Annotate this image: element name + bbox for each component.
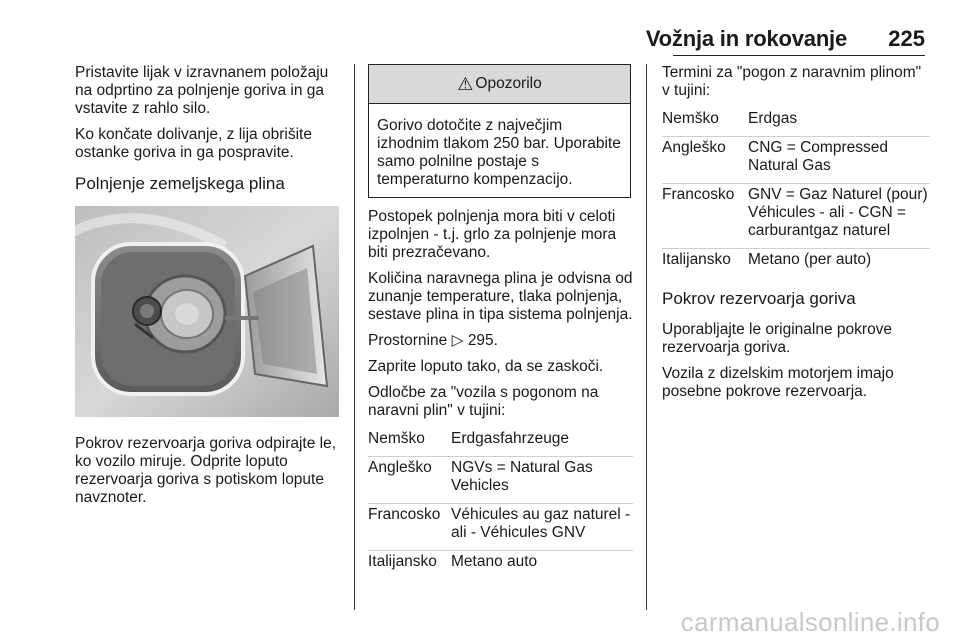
paragraph: Uporabljajte le originalne pokrove rezervoarja goriva. <box>662 321 893 356</box>
page-header <box>600 26 925 56</box>
paragraph-text: Prostornine <box>368 332 452 349</box>
column-1 <box>75 64 343 515</box>
language-cell: Angleško <box>662 137 748 184</box>
warning-triangle-icon: ⚠ <box>457 74 474 94</box>
page-number: 225 <box>888 26 925 51</box>
language-cell: Angleško <box>368 457 451 504</box>
table-row <box>368 457 633 504</box>
term-cell: GNV = Gaz Naturel (pour) Véhicules - ali - CGN = carburantgaz naturel <box>748 184 930 249</box>
column-3 <box>662 64 930 409</box>
language-cell: Francosko <box>368 504 451 551</box>
paragraph: Odločbe za "vozila s pogonom na naravni plin" v tujini: <box>368 384 599 419</box>
table-row <box>368 428 633 457</box>
language-cell: Italijansko <box>662 251 731 268</box>
term-cell: CNG = Compressed Natural Gas <box>748 137 930 184</box>
paragraph: Postopek polnjenja mora biti v celoti izpolnjen - t.j. grlo za polnjenje mora biti prezračevano. <box>368 208 617 261</box>
language-table <box>368 428 633 579</box>
table-row <box>662 184 930 249</box>
column-divider <box>646 64 647 610</box>
language-cell: Nemško <box>368 428 451 457</box>
warning-text: Gorivo dotočite z največjim izhodnim tlakom 250 bar. Uporabite samo polnilne postaje s temperaturno kompenzacijo. <box>377 117 621 188</box>
table-row <box>368 551 633 580</box>
language-cell: Nemško <box>662 108 748 137</box>
paragraph: Termini za "pogon z naravnim plinom" v tujini: <box>662 64 922 99</box>
fuel-flap-photo <box>75 206 339 417</box>
term-cell: Metano auto <box>451 553 538 570</box>
term-cell: NGVs = Natural Gas Vehicles <box>451 457 633 504</box>
column-divider <box>354 64 355 610</box>
warning-box <box>368 64 631 198</box>
header-rule <box>673 55 925 56</box>
term-cell: Erdgas <box>748 108 930 137</box>
paragraph: Pristavite lijak v izravnanem položaju na odprtino za polnjenje goriva in ga vstavite z rahlo silo. <box>75 64 329 117</box>
warning-title: Opozorilo <box>475 75 542 92</box>
section-title: Vožnja in rokovanje <box>645 26 847 51</box>
watermark: carmanualsonline.info <box>680 607 940 637</box>
table-row <box>662 249 930 278</box>
language-cell: Francosko <box>662 184 748 249</box>
paragraph: Zaprite loputo tako, da se zaskoči. <box>368 358 604 375</box>
table-row <box>662 108 930 137</box>
section-heading: Polnjenje zemeljskega plina <box>75 174 285 193</box>
term-cell: Metano (per auto) <box>748 251 872 268</box>
column-2 <box>368 64 633 589</box>
page-reference-link[interactable]: 295. <box>467 332 498 349</box>
section-heading: Pokrov rezervoarja goriva <box>662 289 856 308</box>
paragraph: Ko končate dolivanje, z lija obrišite ostanke goriva in ga pospravite. <box>75 126 312 161</box>
warning-header <box>369 65 630 104</box>
paragraph: Vozila z dizelskim motorjem imajo posebne pokrove rezervoarja. <box>662 365 894 400</box>
page-reference-icon: ▷ <box>451 332 464 349</box>
table-row <box>368 504 633 551</box>
paragraph <box>368 332 633 350</box>
paragraph: Količina naravnega plina je odvisna od zunanje temperature, tlaka polnjenja, sestave plina in tipa sistema polnjenja. <box>368 270 633 323</box>
language-table <box>662 108 930 277</box>
table-row <box>662 137 930 184</box>
paragraph: Pokrov rezervoarja goriva odpirajte le, ko vozilo miruje. Odprite loputo rezervoarja goriva s potiskom lopute navznoter. <box>75 435 337 506</box>
term-cell: Erdgasfahrzeuge <box>451 428 633 457</box>
language-cell: Italijansko <box>368 553 437 570</box>
term-cell: Véhicules au gaz naturel - ali - Véhicules GNV <box>451 504 633 551</box>
